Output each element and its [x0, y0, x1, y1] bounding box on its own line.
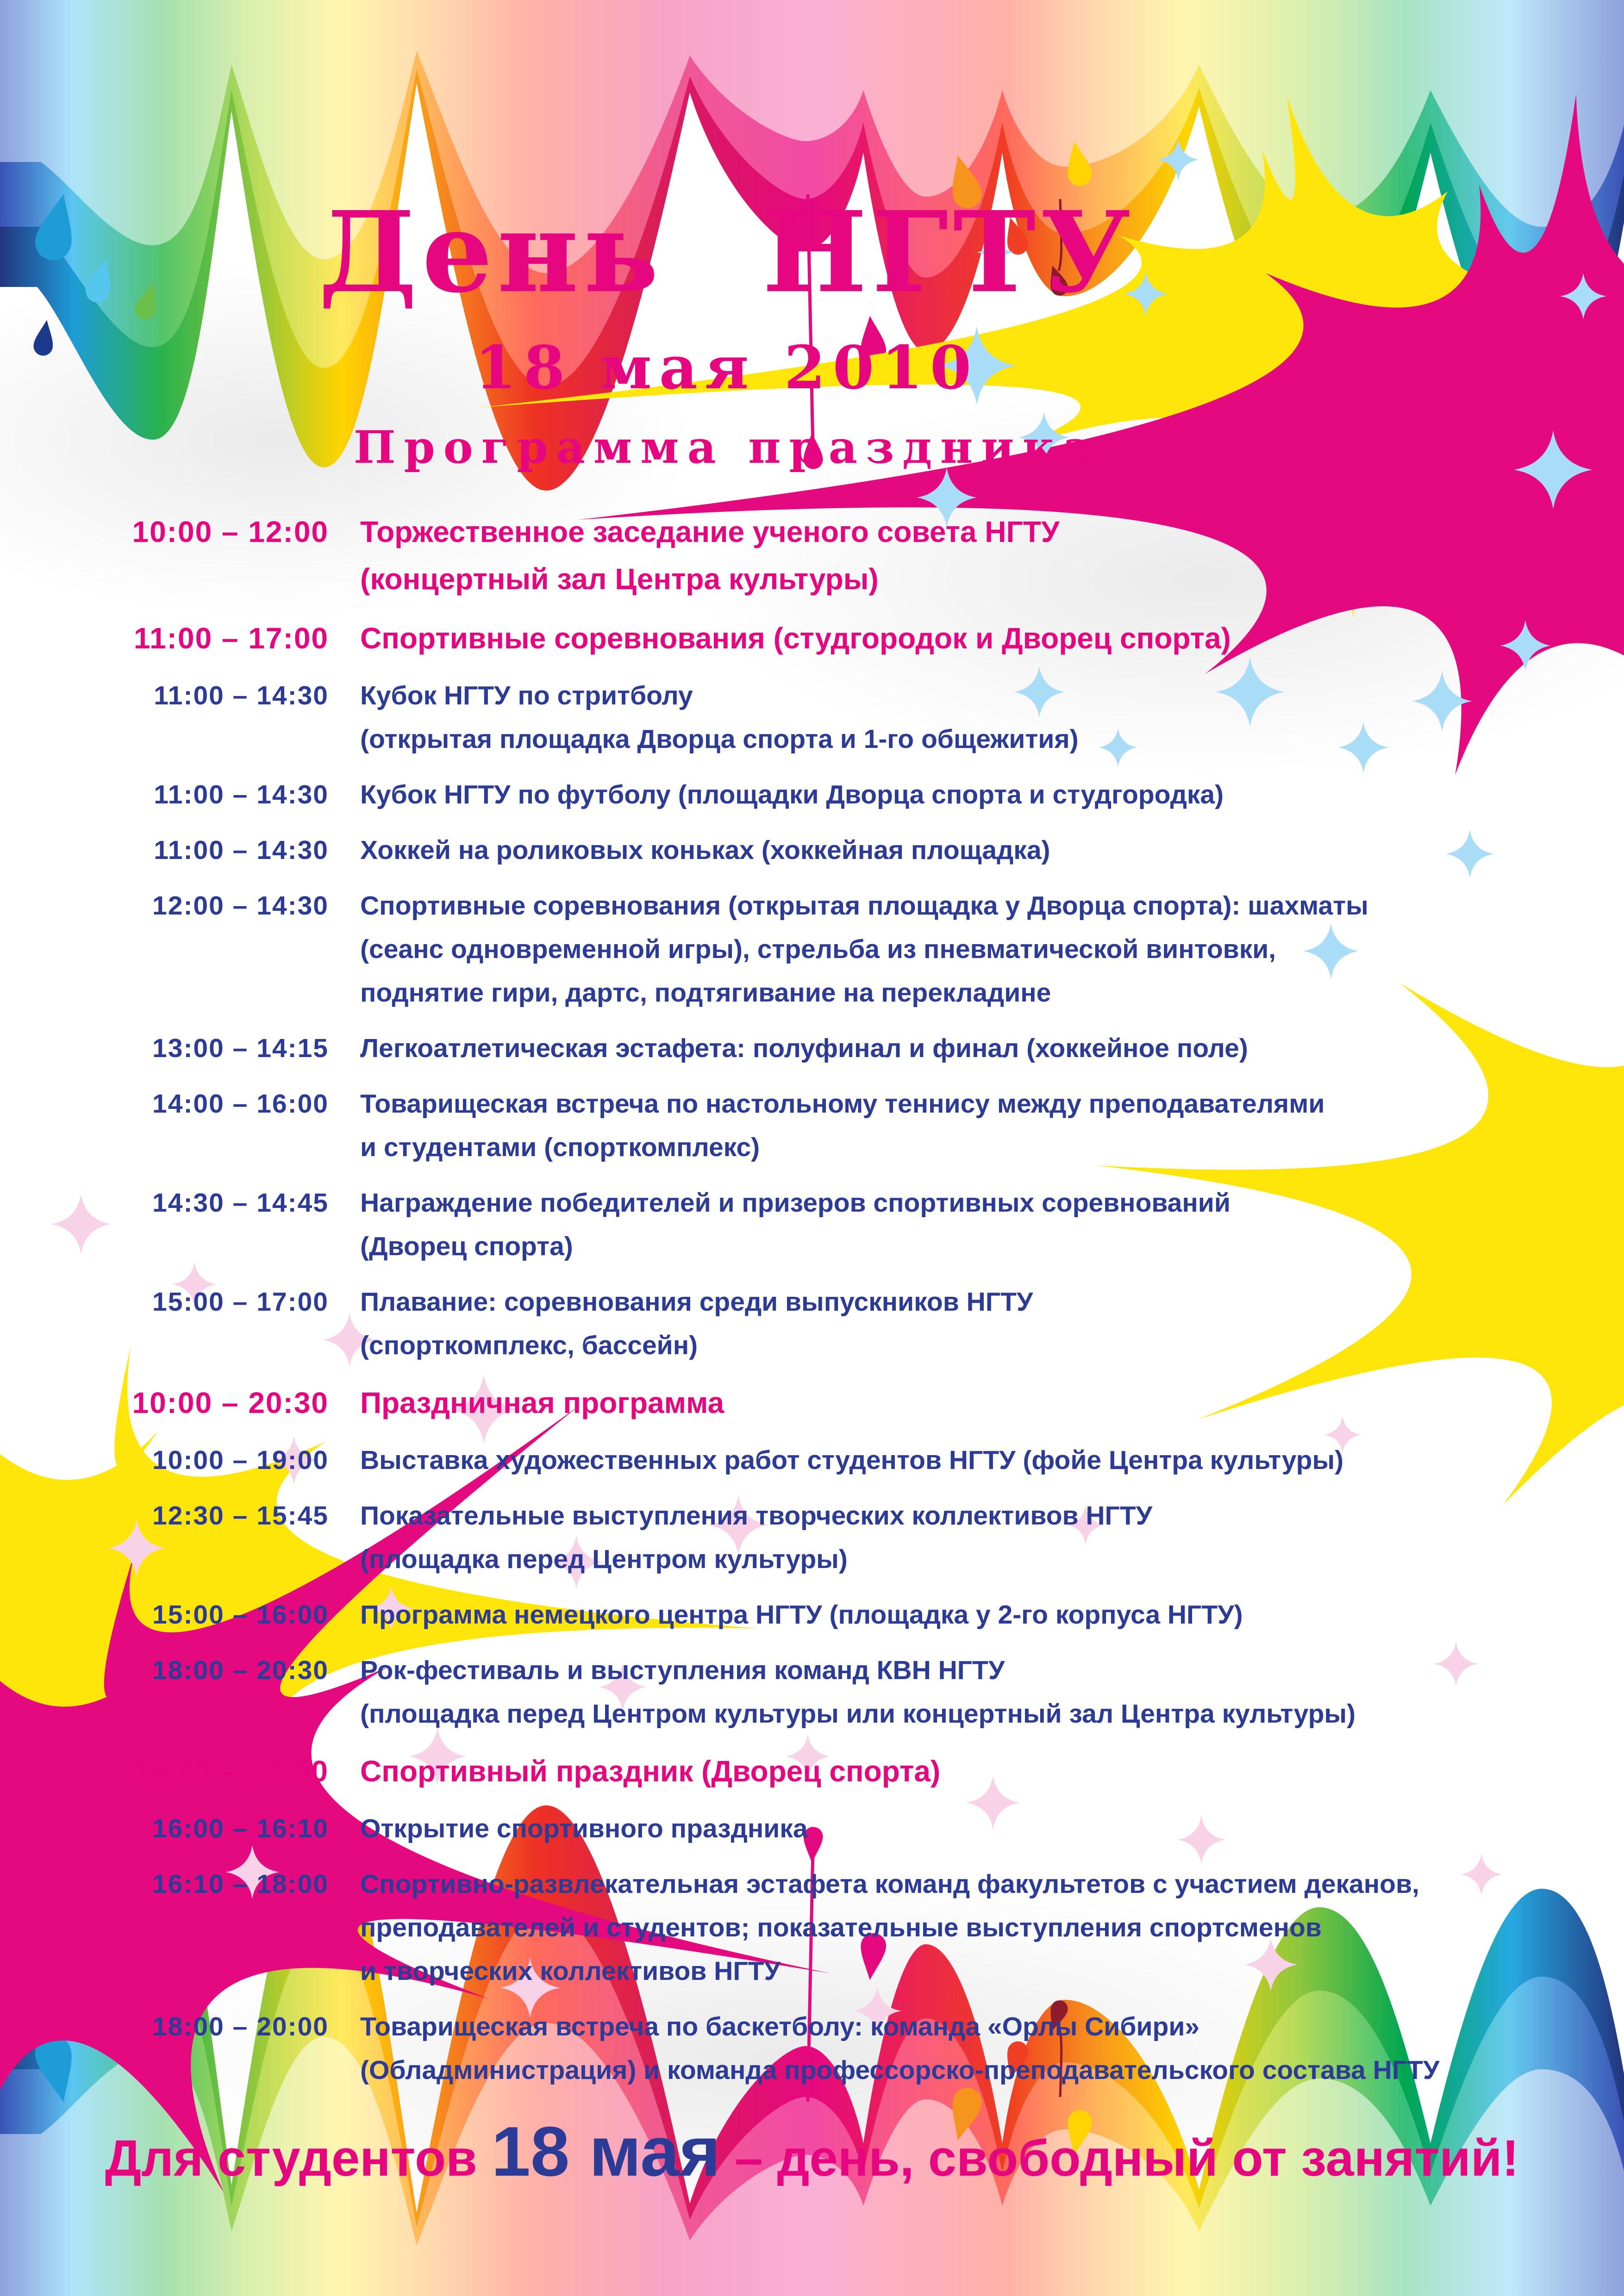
schedule-description: [360, 1379, 724, 1426]
schedule-row: [111, 1649, 1605, 1736]
schedule-row: [111, 828, 1605, 872]
schedule-time: 14:30 – 14:45: [152, 1188, 329, 1218]
schedule-line: (концертный зал Центра культуры): [360, 562, 879, 596]
schedule-description: [360, 1649, 1355, 1736]
schedule-description: [360, 615, 1231, 662]
schedule-row: [111, 1807, 1605, 1850]
schedule-description: [360, 1082, 1324, 1169]
schedule-line: и студентами (спорткомплекс): [360, 1132, 760, 1162]
schedule-description: [360, 1748, 940, 1795]
schedule-line: Программа немецкого центра НГТУ (площадка у 2-го корпуса НГТУ): [360, 1600, 1243, 1630]
schedule-description: [360, 1494, 1152, 1581]
schedule-line: (Обладминистрация) и команда профессорско-преподавательского состава НГТУ: [360, 2055, 1440, 2085]
schedule-description: [360, 1593, 1243, 1636]
event-date: 18 мая 2010: [475, 333, 979, 403]
schedule-description: [360, 773, 1224, 816]
schedule-line: Открытие спортивного праздника: [360, 1814, 808, 1843]
schedule-row: [111, 1862, 1605, 1993]
schedule-row: [111, 1748, 1605, 1795]
schedule: [111, 508, 1605, 2092]
schedule-description: [360, 828, 1050, 872]
schedule-time: 11:00 – 17:00: [134, 622, 329, 655]
schedule-row: [111, 773, 1605, 816]
schedule-line: (Дворец спорта): [360, 1232, 573, 1261]
schedule-line: Плавание: соревнования среди выпускников НГТУ: [360, 1287, 1033, 1317]
schedule-line: Выставка художественных работ студентов НГТУ (фойе Центра культуры): [360, 1445, 1344, 1475]
schedule-line: Кубок НГТУ по футболу (площадки Дворца спорта и студгородка): [360, 780, 1224, 809]
schedule-time: 12:30 – 15:45: [152, 1501, 329, 1531]
subtitle: Программа праздника: [353, 421, 1100, 473]
schedule-time: 10:00 – 12:00: [132, 515, 329, 548]
schedule-row: [111, 1082, 1605, 1169]
schedule-line: Хоккей на роликовых коньках (хоккейная площадка): [360, 835, 1050, 865]
schedule-time: 16:00 – 20:00: [132, 1755, 329, 1788]
schedule-line: Кубок НГТУ по стритболу: [360, 681, 693, 710]
schedule-line: Торжественное заседание ученого совета НГТУ: [360, 515, 1060, 548]
schedule-line: (спорткомплекс, бассейн): [360, 1331, 698, 1360]
schedule-line: Спортивно-развлекательная эстафета команд факультетов с участием деканов,: [360, 1869, 1419, 1899]
schedule-description: [360, 1181, 1230, 1268]
schedule-line: поднятие гири, дартс, подтягивание на перекладине: [360, 978, 1051, 1008]
schedule-row: [111, 615, 1605, 662]
header: [0, 0, 1454, 473]
schedule-description: [360, 1027, 1248, 1070]
schedule-row: [111, 1494, 1605, 1581]
schedule-time: 13:00 – 14:15: [152, 1033, 329, 1063]
schedule-row: [111, 1027, 1605, 1070]
schedule-row: [111, 1379, 1605, 1426]
schedule-line: Товарищеская встреча по баскетболу: команда «Орлы Сибири»: [360, 2012, 1200, 2041]
schedule-description: [360, 674, 1079, 761]
schedule-time: 16:10 – 18:00: [152, 1869, 329, 1899]
schedule-line: и творческих коллективов НГТУ: [360, 1956, 781, 1986]
schedule-time: 11:00 – 14:30: [154, 780, 329, 809]
schedule-line: Рок-фестиваль и выступления команд КВН НГТУ: [360, 1655, 1005, 1685]
schedule-line: Праздничная программа: [360, 1386, 725, 1419]
schedule-description: [360, 1807, 808, 1850]
schedule-line: (площадка перед Центром культуры): [360, 1544, 848, 1574]
schedule-time: 15:00 – 17:00: [152, 1287, 329, 1317]
schedule-line: Спортивный праздник (Дворец спорта): [360, 1755, 941, 1788]
schedule-line: (открытая площадка Дворца спорта и 1-го общежития): [360, 724, 1079, 754]
footer-date: 18 мая: [491, 2112, 721, 2191]
schedule-time: 11:00 – 14:30: [154, 835, 329, 865]
schedule-line: Показательные выступления творческих коллективов НГТУ: [360, 1501, 1153, 1531]
schedule-line: Спортивные соревнования (открытая площадка у Дворца спорта): шахматы: [360, 891, 1368, 921]
schedule-description: [360, 508, 1060, 603]
schedule-time: 18:00 – 20:00: [152, 2012, 329, 2041]
schedule-time: 11:00 – 14:30: [154, 681, 329, 710]
footer-suffix: – день, свободный от занятий!: [720, 2130, 1519, 2187]
schedule-row: [111, 1438, 1605, 1482]
schedule-time: 15:00 – 16:00: [152, 1600, 329, 1630]
schedule-description: [360, 1280, 1033, 1367]
schedule-row: [111, 884, 1605, 1014]
footer-note: [0, 2111, 1624, 2192]
schedule-time: 14:00 – 16:00: [152, 1089, 329, 1119]
schedule-line: (сеанс одновременной игры), стрельба из пневматической винтовки,: [360, 934, 1276, 964]
footer-prefix: Для студентов: [105, 2130, 492, 2187]
schedule-time: 16:00 – 16:10: [152, 1814, 329, 1843]
schedule-line: Спортивные соревнования (студгородок и Дворец спорта): [360, 622, 1231, 655]
schedule-row: [111, 1181, 1605, 1268]
schedule-line: Легкоатлетическая эстафета: полуфинал и финал (хоккейное поле): [360, 1033, 1248, 1063]
schedule-time: 18:00 – 20:30: [152, 1655, 329, 1685]
schedule-description: [360, 884, 1368, 1014]
schedule-row: [111, 2005, 1605, 2092]
schedule-row: [111, 508, 1605, 603]
schedule-line: Товарищеская встреча по настольному теннису между преподавателями: [360, 1089, 1325, 1119]
schedule-description: [360, 1862, 1419, 1993]
schedule-time: 12:00 – 14:30: [152, 891, 329, 921]
schedule-time: 10:00 – 19:00: [152, 1445, 329, 1475]
schedule-row: [111, 1280, 1605, 1367]
schedule-row: [111, 1593, 1605, 1636]
schedule-line: (площадка перед Центром культуры или концертный зал Центра культуры): [360, 1699, 1356, 1729]
schedule-description: [360, 2005, 1439, 2092]
schedule-line: Награждение победителей и призеров спортивных соревнований: [360, 1188, 1230, 1218]
schedule-description: [360, 1438, 1343, 1482]
page-title: День НГТУ: [318, 187, 1136, 317]
schedule-line: преподавателей и студентов; показательные выступления спортсменов: [360, 1913, 1322, 1942]
schedule-time: 10:00 – 20:30: [132, 1386, 329, 1419]
schedule-row: [111, 674, 1605, 761]
